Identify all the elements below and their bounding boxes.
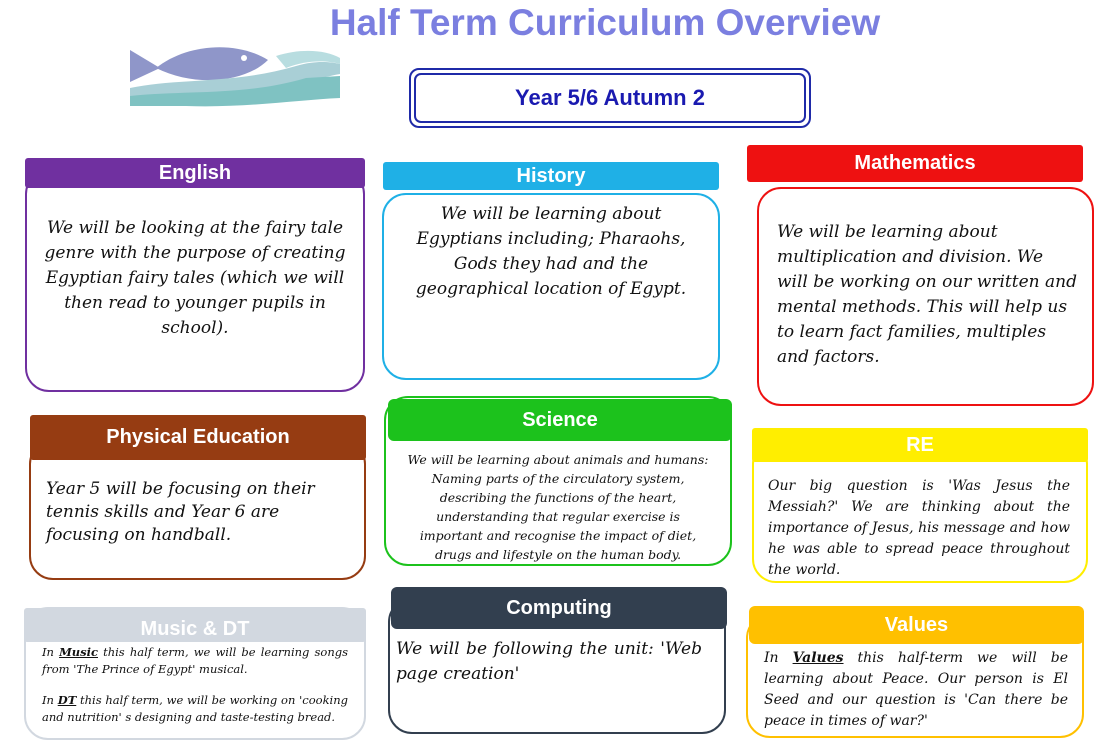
music-dt-text [42, 644, 348, 726]
maths-heading: Mathematics [747, 145, 1083, 182]
year-term-box [409, 68, 811, 128]
dt-paragraph: In DT this half term, we will be working on 'cooking and nutrition' s designing and taste-testing bread. [42, 693, 348, 724]
pe-heading: Physical Education [30, 415, 366, 460]
computing-heading: Computing [391, 587, 727, 629]
english-heading: English [25, 158, 365, 188]
history-heading: History [383, 162, 719, 190]
pe-text: Year 5 will be focusing on their tennis skills and Year 6 are focusing on handball. [46, 479, 315, 545]
music-dt-heading: Music & DT [24, 608, 366, 642]
fish-wave-logo [126, 38, 342, 108]
values-heading: Values [749, 606, 1084, 644]
dt-keyword: DT [57, 693, 77, 707]
year-term-label: Year 5/6 Autumn 2 [414, 73, 806, 123]
maths-text: We will be learning about multiplication and division. We will be working on our written and mental methods. This will help us to learn fact families, multiples and factors. [777, 222, 1077, 367]
history-text: We will be learning about Egyptians including; Pharaohs, Gods they had and the geographical location of Egypt. [415, 204, 687, 299]
science-text: We will be learning about animals and humans: Naming parts of the circulatory system, describing the functions of the heart, understanding that regular exercise is important and recognise the impact of diet, drugs and lifestyle on the human body. [407, 452, 709, 562]
page-title: Half Term Curriculum Overview [329, 2, 881, 43]
music-paragraph: In Music this half term, we will be learning songs from 'The Prince of Egypt' musical. [42, 645, 348, 676]
science-heading: Science [388, 399, 732, 441]
music-keyword: Music [59, 645, 98, 659]
re-heading: RE [752, 428, 1088, 462]
re-text: Our big question is 'Was Jesus the Messiah?' We are thinking about the importance of Jesus, his message and how he was able to spread peace throughout the world. [768, 478, 1070, 578]
computing-text: We will be following the unit: 'Web page creation' [396, 639, 702, 684]
values-keyword: Values [792, 650, 844, 666]
values-text: In Values this half-term we will be learning about Peace. Our person is El Seed and our question is 'Can there be peace in times of war?' [764, 650, 1069, 729]
english-text: We will be looking at the fairy tale genre with the purpose of creating Egyptian fairy tales (which we will then read to younger pupils in school). [44, 218, 346, 338]
